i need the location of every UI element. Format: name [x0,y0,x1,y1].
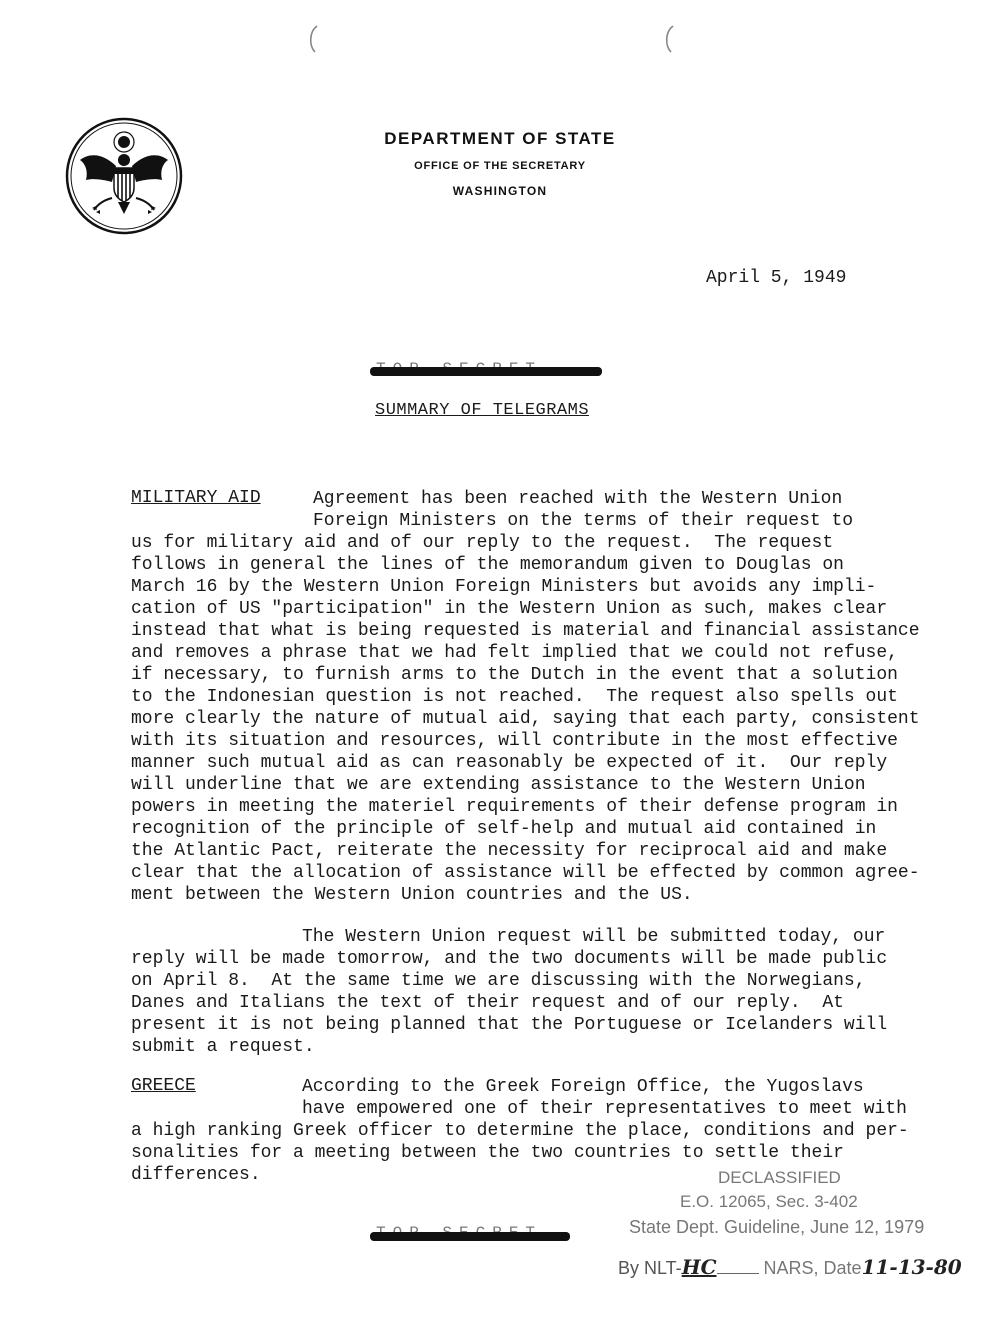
text-line: to the Indonesian question is not reached. The request also spells out [131,687,898,707]
section-heading-military-aid: MILITARY AID [131,488,261,508]
text-line: March 16 by the Western Union Foreign Ministers but avoids any impli- [131,577,877,597]
document-title: SUMMARY OF TELEGRAMS [375,401,590,420]
text-line: sonalities for a meeting between the two countries to settle their [131,1143,844,1163]
text-line: reply will be made tomorrow, and the two documents will be made public [131,949,888,969]
text-line: differences. [131,1165,261,1185]
text-line: clear that the allocation of assistance will be effected by common agree- [131,863,920,883]
letterhead-city: WASHINGTON [452,184,548,198]
by-prefix: By NLT- [618,1258,682,1278]
text-line: Agreement has been reached with the Western Union [313,489,843,509]
nars-label: NARS, Date [763,1258,862,1278]
text-line: instead that what is being requested is material and financial assistance [131,621,920,641]
text-line: have empowered one of their representatives to meet with [302,1099,907,1119]
handwritten-date: 11-13-80 [861,1255,962,1279]
redaction-bar [370,367,602,376]
text-line: the Atlantic Pact, reiterate the necessity for reciprocal aid and make [131,841,888,861]
text-line: manner such mutual aid as can reasonably be expected of it. Our reply [131,753,888,773]
text-line: Foreign Ministers on the terms of their request to [313,511,854,531]
text-line: cation of US "participation" in the Western Union as such, makes clear [131,599,888,619]
text-line: The Western Union request will be submitted today, our [302,927,886,947]
handwritten-initials: HC [681,1255,717,1279]
text-line: Danes and Italians the text of their request and of our reply. At [131,993,844,1013]
text-line: and removes a phrase that we had felt implied that we could not refuse, [131,643,898,663]
punch-hole-mark-left [306,24,320,54]
guideline-line: State Dept. Guideline, June 12, 1979 [629,1217,925,1237]
text-line: if necessary, to furnish arms to the Dutch in the event that a solution [131,665,898,685]
signature-underline [717,1273,759,1274]
text-line: with its situation and resources, will contribute in the most effective [131,731,898,751]
classification-redaction-bottom [370,1230,585,1244]
section-heading-greece: GREECE [131,1076,196,1096]
great-seal-eagle-icon [64,116,184,236]
text-line: a high ranking Greek officer to determine the place, conditions and per- [131,1121,909,1141]
redaction-bar [370,1232,570,1241]
text-line: submit a request. [131,1037,315,1057]
text-line: more clearly the nature of mutual aid, saying that each party, consistent [131,709,920,729]
letterhead-department: DEPARTMENT OF STATE [384,129,616,148]
text-line: According to the Greek Foreign Office, the Yugoslavs [302,1077,864,1097]
classification-redaction-top [370,366,610,380]
text-line: present it is not being planned that the Portuguese or Icelanders will [131,1015,888,1035]
declassified-label: DECLASSIFIED [718,1168,841,1187]
text-line: will underline that we are extending assistance to the Western Union [131,775,866,795]
letterhead-office: OFFICE OF THE SECRETARY [414,160,586,172]
text-line: on April 8. At the same time we are discussing with the Norwegians, [131,971,866,991]
punch-hole-mark-right [662,24,676,54]
executive-order-line: E.O. 12065, Sec. 3-402 [680,1192,858,1211]
text-line: us for military aid and of our reply to the request. The request [131,533,834,553]
text-line: ment between the Western Union countries and the US. [131,885,693,905]
text-line: follows in general the lines of the memorandum given to Douglas on [131,555,844,575]
document-date: April 5, 1949 [706,268,847,288]
authorization-line [618,1255,962,1279]
text-line: powers in meeting the materiel requirements of their defense program in [131,797,898,817]
text-line: recognition of the principle of self-help and mutual aid contained in [131,819,877,839]
